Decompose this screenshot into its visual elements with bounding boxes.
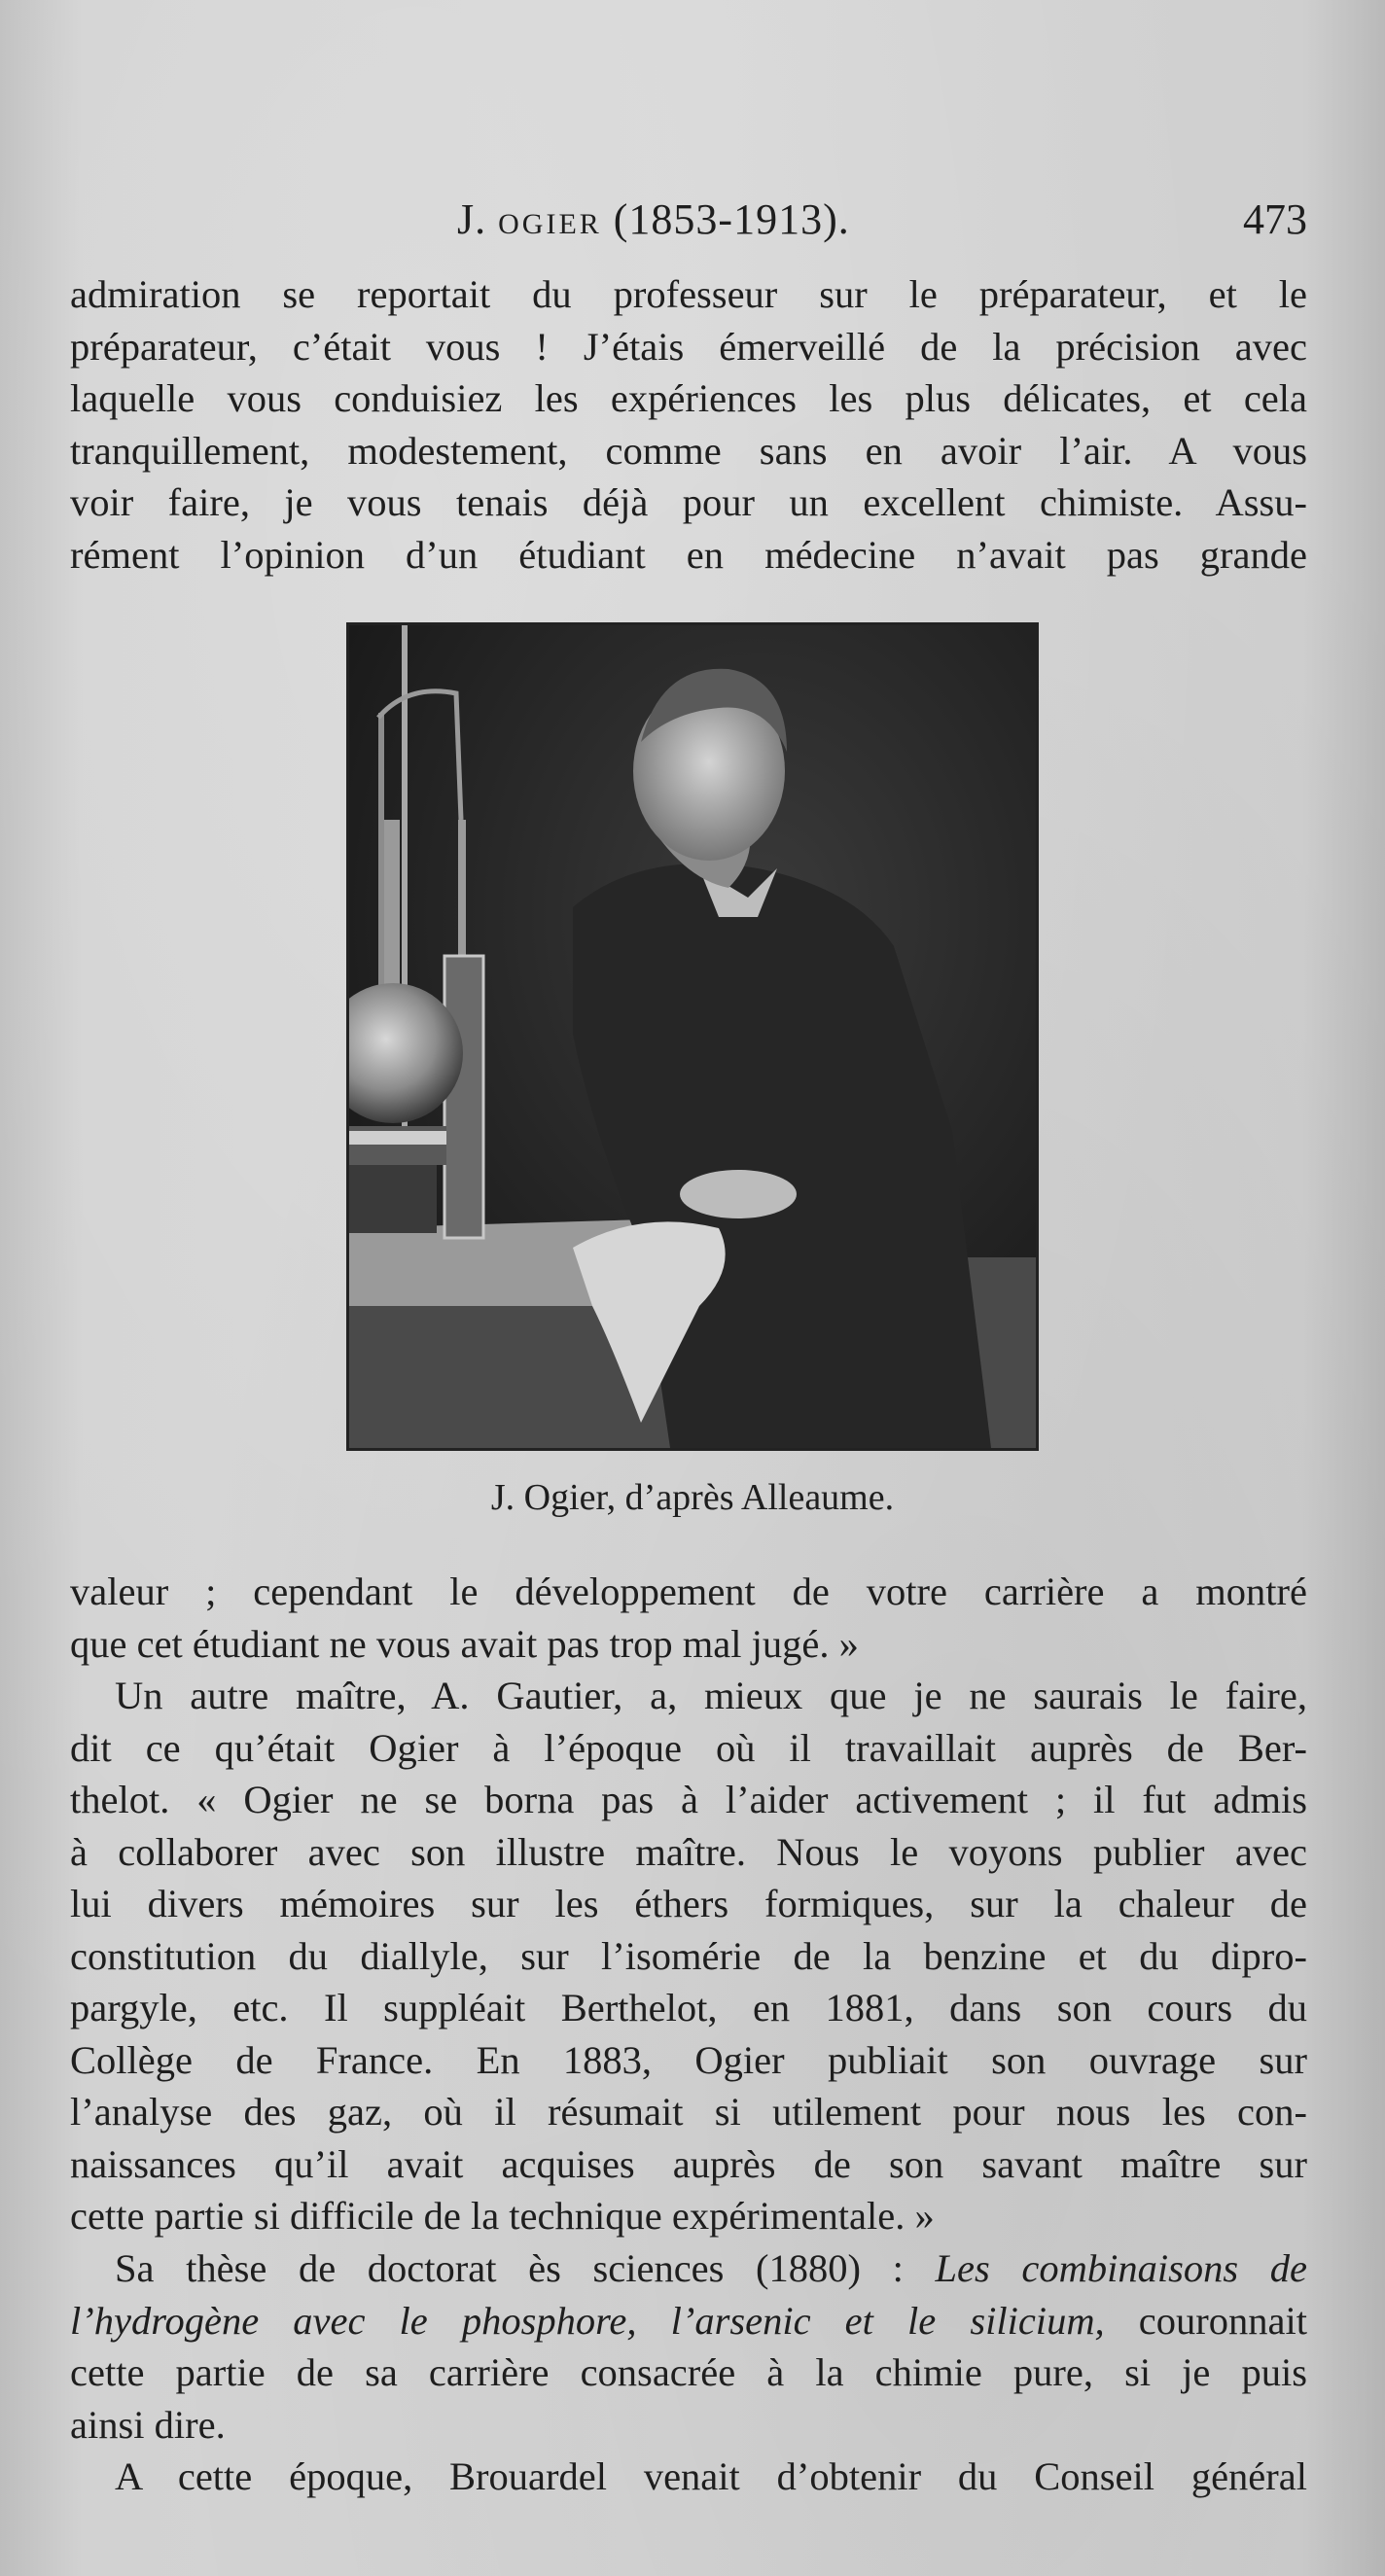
thesis-title-part: l’hydrogène avec le phosphore, l’arsenic et le silicium, — [70, 2298, 1105, 2343]
running-head — [0, 194, 1385, 253]
thesis-title-part: Les combinaisons de — [935, 2246, 1307, 2290]
text-line: rément l’opinion d’un étudiant en médecine n’avait pas grande — [70, 532, 1307, 577]
paragraph-these — [70, 2242, 1307, 2451]
text-line: cette partie si difficile de la technique expérimentale. » — [70, 2194, 935, 2238]
text-line: préparateur, c’était vous ! J’étais émerveillé de la précision avec — [70, 324, 1307, 369]
figure-caption: J. Ogier, d’après Alleaume. — [490, 1477, 895, 1518]
text-line: laquelle vous conduisiez les expériences les plus délicates, et cela — [70, 376, 1307, 420]
text-line: voir faire, je vous tenais déjà pour un excellent chimiste. Assu- — [70, 480, 1307, 524]
text-line — [70, 2242, 1307, 2295]
text-line — [70, 2295, 1307, 2347]
running-title-prefix: J. — [457, 195, 499, 243]
text-line: tranquillement, modestement, comme sans en avoir l’air. A vous — [70, 428, 1307, 473]
running-title-name: OGIER — [498, 208, 602, 240]
paragraph-admiration — [70, 268, 1307, 581]
text-line: thelot. « Ogier ne se borna pas à l’aider activement ; il fut admis — [70, 1778, 1307, 1821]
text-line: ainsi dire. — [70, 2402, 226, 2447]
paragraph-valeur — [70, 1566, 1307, 1670]
text-line: l’analyse des gaz, où il résumait si utilement pour nous les con- — [70, 2090, 1307, 2134]
text-line: pargyle, etc. Il suppléait Berthelot, en 1881, dans son cours du — [70, 1986, 1307, 2029]
text-line: à collaborer avec son illustre maître. Nous le voyons publier avec — [70, 1829, 1307, 1874]
paragraph-gautier — [70, 1670, 1307, 2242]
text-line: constitution du diallyle, sur l’isomérie de la benzine et du dipro- — [70, 1933, 1307, 1978]
running-title-dates: (1853-1913). — [601, 195, 850, 243]
text-segment: couronnait — [1104, 2298, 1307, 2343]
text-line: valeur ; cependant le développement de votre carrière a montré — [70, 1570, 1307, 1613]
text-line: que cet étudiant ne vous avait pas trop mal jugé. » — [70, 1621, 859, 1666]
text-line: Collège de France. En 1883, Ogier publiait son ouvrage sur — [70, 2037, 1307, 2082]
page-number: 473 — [1243, 195, 1307, 243]
text-line: cette partie de sa carrière consacrée à la chimie pure, si je puis — [70, 2350, 1307, 2394]
text-line: lui divers mémoires sur les éthers formiques, sur la chaleur de — [70, 1882, 1307, 1925]
paragraph-brouardel — [70, 2451, 1307, 2503]
text-line: naissances qu’il avait acquises auprès de son savant maître sur — [70, 2141, 1307, 2186]
text-line: dit ce qu’était Ogier à l’époque où il travaillait auprès de Ber- — [70, 1725, 1307, 1770]
running-title — [457, 194, 850, 244]
text-line: admiration se reportait du professeur sur le préparateur, et le — [70, 272, 1307, 316]
text-segment: Sa thèse de doctorat ès sciences (1880) : — [115, 2246, 936, 2290]
portrait-figure — [346, 622, 1039, 1451]
text-line: Un autre maître, A. Gautier, a, mieux que je ne saurais le faire, — [115, 1674, 1307, 1717]
text-line: A cette époque, Brouardel venait d’obtenir du Conseil général — [115, 2454, 1307, 2498]
portrait-illustration — [349, 625, 1036, 1448]
